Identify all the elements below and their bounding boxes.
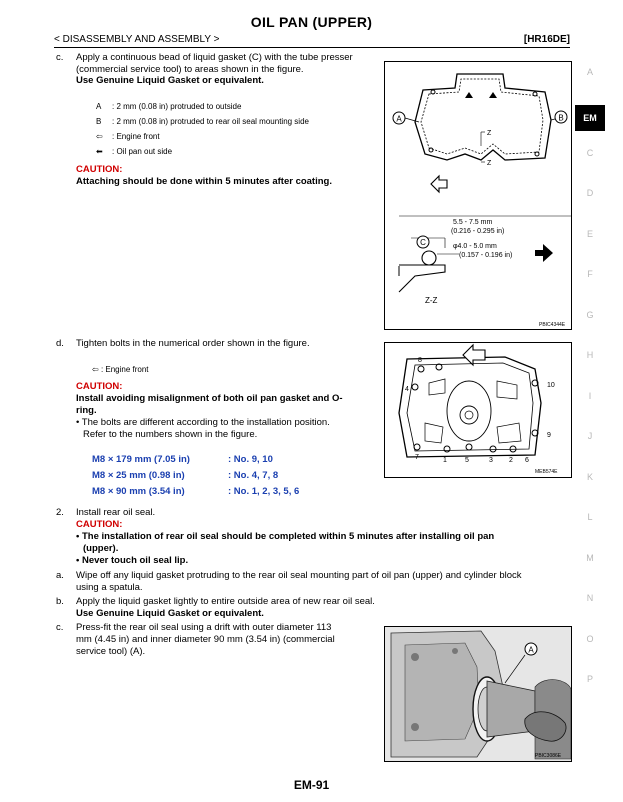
bolt-num-3: 3 — [489, 457, 493, 464]
header-rule — [54, 47, 570, 48]
step-c-text — [76, 52, 378, 87]
bolt-nos-2: : No. 4, 7, 8 — [228, 470, 279, 481]
fig1-dim1-in: (0.216 - 0.295 in) — [451, 228, 505, 235]
bolt-size-1: M8 × 179 mm (7.05 in) — [92, 454, 190, 465]
step-2c-line3: service tool) (A). — [76, 646, 146, 657]
index-tab-g[interactable]: G — [586, 309, 594, 320]
step-c-body: Apply a continuous bead of liquid gasket (C) with the tube presser (commercial service tool) to areas shown in the figure. — [76, 52, 353, 75]
fig1-label-a: A — [396, 114, 402, 124]
engine-code: [HR16DE] — [523, 34, 570, 45]
engine-front-arrow-icon — [463, 345, 485, 365]
step-c-bold: Use Genuine Liquid Gasket or equivalent. — [76, 75, 264, 86]
bolt-order-drawing — [385, 343, 571, 477]
legend-row-engine-front: ⇦ : Engine front — [96, 129, 309, 144]
bolt-num-10: 10 — [547, 382, 555, 389]
legend-row-a: A : 2 mm (0.08 in) protruded to outside — [96, 102, 242, 111]
gasket-bead-drawing — [385, 62, 571, 329]
index-tab-m[interactable]: M — [586, 552, 594, 563]
fig1-code: PBIC4344E — [539, 322, 566, 328]
index-tab-d[interactable]: D — [586, 188, 594, 198]
solid-arrow-icon: ⬅ — [96, 147, 103, 156]
step-c-legend — [96, 99, 309, 159]
index-tab-o[interactable]: O — [586, 633, 594, 644]
step-2a-text2: using a spatula. — [76, 582, 143, 593]
step-2a-marker: a. — [56, 570, 64, 581]
bolt-num-2: 2 — [509, 457, 513, 464]
step-d-legend: ⇦ : Engine front — [92, 365, 149, 374]
index-tab-p[interactable]: P — [586, 674, 593, 684]
bolt-num-8: 8 — [418, 357, 422, 364]
section-breadcrumb: < DISASSEMBLY AND ASSEMBLY > — [54, 34, 220, 45]
step-d-caution-line2: ring. — [76, 405, 97, 416]
step-2-caution-label: CAUTION: — [76, 519, 123, 530]
oil-pan-out-arrow-icon — [535, 244, 553, 262]
step-2-bullet2: • Never touch oil seal lip. — [76, 555, 189, 566]
bolt-num-7: 7 — [415, 454, 419, 461]
bolt-num-4: 4 — [405, 386, 409, 393]
engine-front-arrow-icon — [431, 176, 447, 192]
index-tab-h[interactable]: H — [586, 350, 594, 360]
step-d-text: Tighten bolts in the numerical order shown in the figure. — [76, 338, 310, 349]
step-2-marker: 2. — [56, 507, 64, 518]
fig2-code: MEB574E — [535, 469, 558, 475]
step-2-bullet1a: • The installation of rear oil seal should be completed within 5 minutes after installing oil pan — [76, 531, 495, 542]
step-c-caution-label: CAUTION: — [76, 164, 123, 175]
legend-row-b: B : 2 mm (0.08 in) protruded to rear oil seal mounting side — [96, 117, 309, 126]
rear-oil-seal-drawing — [385, 627, 571, 761]
page-title: OIL PAN (UPPER) — [250, 14, 373, 30]
index-tab-i[interactable]: I — [588, 390, 592, 401]
bolt-size-3: M8 × 90 mm (3.54 in) — [92, 486, 185, 497]
step-2b-bold: Use Genuine Liquid Gasket or equivalent. — [76, 608, 264, 619]
index-tab-l[interactable]: L — [587, 512, 593, 522]
engine-front-icon: ⇦ — [92, 365, 101, 374]
index-tab-a[interactable]: A — [586, 67, 593, 77]
bolt-num-6: 6 — [525, 457, 529, 464]
bolt-nos-3: : No. 1, 2, 3, 5, 6 — [228, 486, 300, 497]
page-number: EM-91 — [293, 778, 330, 792]
step-c-marker: c. — [56, 52, 64, 63]
step-d-bullet1: • The bolts are different according to the installation position. — [76, 417, 330, 428]
fig1-section-label: Z-Z — [425, 296, 438, 305]
fig3-code: PBIC3086E — [535, 753, 562, 759]
step-2c-marker: c. — [56, 622, 64, 633]
index-tab-f[interactable]: F — [587, 269, 593, 279]
step-d-marker: d. — [56, 338, 64, 349]
fig1-dim2-in: (0.157 - 0.196 in) — [459, 252, 513, 259]
step-2b-text: Apply the liquid gasket lightly to entire outside area of new rear oil seal. — [76, 596, 375, 607]
bolt-num-1: 1 — [443, 457, 447, 464]
legend-row-oil-pan-out: ⬅ : Oil pan out side — [96, 144, 309, 159]
fig3-label-a: A — [528, 645, 534, 655]
bolt-nos-1: : No. 9, 10 — [228, 454, 273, 465]
index-tab-e[interactable]: E — [586, 228, 593, 239]
bolt-num-9: 9 — [547, 432, 551, 439]
step-2a-text: Wipe off any liquid gasket protruding to the rear oil seal mounting part of oil pan (upper) and cylinder block — [76, 570, 522, 581]
figure-bolt-order — [384, 342, 572, 478]
fig1-z-lower: Z — [487, 160, 492, 167]
fig1-dim1-mm: 5.5 - 7.5 mm — [453, 219, 493, 226]
hollow-arrow-icon: ⇦ — [96, 132, 103, 141]
bolt-num-5: 5 — [465, 457, 469, 464]
step-2c-line1: Press-fit the rear oil seal using a drift with outer diameter 113 — [76, 622, 332, 633]
fig1-label-c: C — [420, 238, 426, 247]
step-2b-marker: b. — [56, 596, 64, 607]
figure-gasket-bead — [384, 61, 572, 330]
side-index — [575, 62, 605, 710]
bolt-size-2: M8 × 25 mm (0.98 in) — [92, 470, 185, 481]
figure-rear-oil-seal — [384, 626, 572, 762]
fig1-z-upper: Z — [487, 130, 492, 137]
step-c-caution-text: Attaching should be done within 5 minutes after coating. — [76, 176, 332, 187]
index-tab-c[interactable]: C — [586, 147, 594, 158]
fig1-dim2-mm: φ4.0 - 5.0 mm — [453, 243, 497, 250]
fig1-label-b: B — [558, 113, 564, 123]
step-2-bullet1b: (upper). — [83, 543, 119, 554]
step-2-text: Install rear oil seal. — [76, 507, 156, 518]
step-2c-line2: mm (4.45 in) and inner diameter 90 mm (3.54 in) (commercial — [76, 634, 335, 645]
index-tab-em[interactable]: EM — [575, 105, 605, 131]
step-d-bullet2: Refer to the numbers shown in the figure. — [83, 429, 258, 440]
step-d-caution-label: CAUTION: — [76, 381, 123, 392]
step-d-caution-line1: Install avoiding misalignment of both oil pan gasket and O- — [76, 393, 343, 404]
index-tab-j[interactable]: J — [587, 431, 593, 441]
index-tab-n[interactable]: N — [586, 593, 594, 603]
index-tab-k[interactable]: K — [586, 471, 593, 482]
